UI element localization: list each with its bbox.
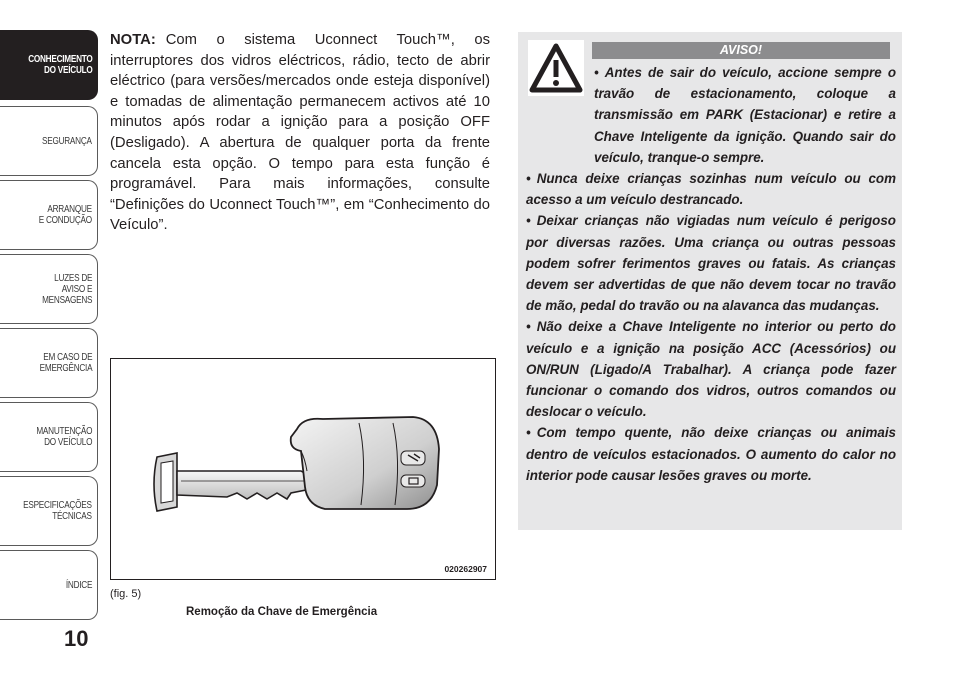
figure-emergency-key xyxy=(110,358,496,580)
bullet-icon: • xyxy=(526,319,531,335)
warning-item: • Nunca deixe crianças sozinhas num veículo ou com acesso a um veículo destrancado. xyxy=(526,171,896,208)
tab-manutencao[interactable] xyxy=(0,402,98,472)
figure-code: 020262907 xyxy=(444,564,487,574)
tab-especificacoes[interactable] xyxy=(0,476,98,546)
tab-emergencia[interactable] xyxy=(0,328,98,398)
tab-arranque[interactable] xyxy=(0,180,98,250)
bullet-icon: • xyxy=(594,65,599,80)
tab-label: ESPECIFICAÇÕES TÉCNICAS xyxy=(23,500,93,522)
bullet-icon: • xyxy=(526,213,531,229)
warning-item: • Não deixe a Chave Inteligente no interior ou perto do veículo e a ignição na posição ACC (Acessórios) ou ON/RUN (Ligado/A Trabalhar). A criança pode fazer funcionar o comando dos vidros, outros comandos ou deslocar o veículo. xyxy=(526,319,896,420)
warning-item: • Com tempo quente, não deixe crianças ou animais dentro de veículos estacionados. O aumento do calor no interior pode causar lesões graves ou morte. xyxy=(526,425,896,483)
tab-conhecimento[interactable] xyxy=(0,30,98,100)
tab-luzes[interactable] xyxy=(0,254,98,324)
tab-label: ÍNDICE xyxy=(65,579,93,591)
warning-title: AVISO! xyxy=(592,42,890,59)
bullet-icon: • xyxy=(526,171,531,187)
tab-label: MANUTENÇÃO DO VEÍCULO xyxy=(36,426,93,448)
tab-label: ARRANQUE E CONDUÇÃO xyxy=(38,204,93,226)
figure-label: (fig. 5) xyxy=(110,588,142,600)
warning-box xyxy=(518,32,902,530)
nota-text: Com o sistema Uconnect Touch™, os interruptores dos vidros eléctricos, rádio, tecto de abrir eléctrico (para versões/mercados onde esteja disponível) e tomadas de alimentação permanecem activos até 10 minutos após rodar a ignição para a posição OFF (Desligado). A abertura de qualquer porta da frente cancela esta opção. O tempo para esta função é programável. Para mais informações, consulte “Definições do Uconnect Touch™”, em “Conhecimento do Veículo”. xyxy=(110,32,490,234)
tab-indice[interactable] xyxy=(0,550,98,620)
left-column xyxy=(110,30,490,236)
warning-body xyxy=(526,62,896,486)
tab-seguranca[interactable] xyxy=(0,106,98,176)
tab-label: SEGURANÇA xyxy=(42,135,93,147)
chapter-tabs xyxy=(0,0,98,600)
tab-label: LUZES DE AVISO E MENSAGENS xyxy=(41,272,93,306)
tab-label: CONHECIMENTO DO VEÍCULO xyxy=(27,54,93,76)
figure-caption: Remoção da Chave de Emergência xyxy=(186,606,378,618)
warning-item: • Antes de sair do veículo, accione sempre o travão de estacionamento, coloque a transmissão em PARK (Estacionar) e retire a Chave Inteligente da ignição. Quando sair do veículo, tranque-o sempre. xyxy=(594,65,896,165)
key-fob-illustration xyxy=(111,359,495,579)
bullet-icon: • xyxy=(526,425,531,441)
nota-paragraph xyxy=(110,30,490,236)
nota-label: NOTA: xyxy=(110,32,156,48)
warning-item: • Deixar crianças não vigiadas num veículo é perigoso por diversas razões. Uma criança ou outras pessoas podem sofrer ferimentos graves ou fatais. As crianças devem ser advertidas de que não devem tocar no travão de mão, pedal do travão ou na alavanca das mudanças. xyxy=(526,213,896,314)
tab-label: EM CASO DE EMERGÊNCIA xyxy=(39,352,93,374)
page-number: 10 xyxy=(64,626,89,651)
